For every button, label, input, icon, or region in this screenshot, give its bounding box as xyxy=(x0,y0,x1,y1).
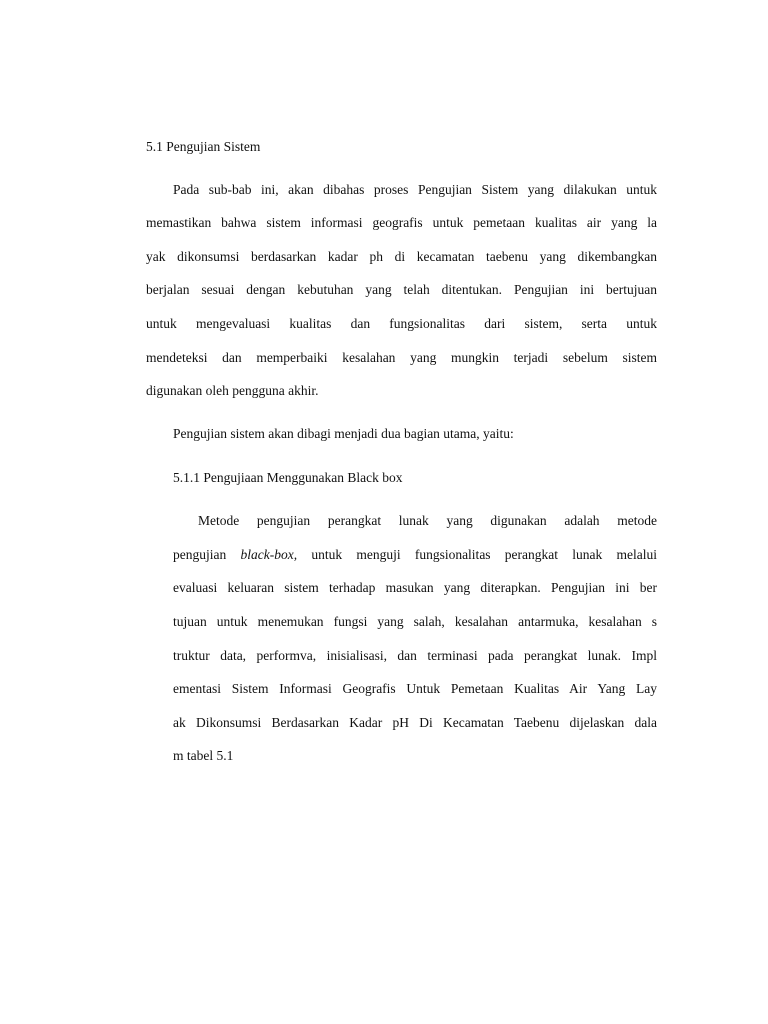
black-box-term: black-box, xyxy=(240,547,298,562)
subsection-line-2 xyxy=(173,547,657,563)
subsection-line-4: tujuan untuk menemukan fungsi yang salah, kesalahan antarmuka, kesalahan s xyxy=(173,614,657,629)
subsection-line-3: evaluasi keluaran sistem terhadap masukan yang diterapkan. Pengujian ini ber xyxy=(173,580,657,595)
subsection-line-8: m tabel 5.1 xyxy=(173,748,234,763)
subsection-line-2-end: untuk menguji fungsionalitas perangkat lunak melalui xyxy=(297,547,657,562)
paragraph-1-line-5: untuk mengevaluasi kualitas dan fungsionalitas dari sistem, serta untuk xyxy=(146,316,657,331)
subsection-line-6: ementasi Sistem Informasi Geografis Untuk Pemetaan Kualitas Air Yang Lay xyxy=(173,681,657,696)
paragraph-1-line-2: memastikan bahwa sistem informasi geografis untuk pemetaan kualitas air yang la xyxy=(146,215,657,230)
subsection-line-2-start: pengujian xyxy=(173,547,241,562)
subsection-line-1: Metode pengujian perangkat lunak yang digunakan adalah metode xyxy=(198,513,657,528)
paragraph-1-line-1: Pada sub-bab ini, akan dibahas proses Pengujian Sistem yang dilakukan untuk xyxy=(173,182,657,197)
paragraph-1-line-3: yak dikonsumsi berdasarkan kadar ph di kecamatan taebenu yang dikembangkan xyxy=(146,249,657,264)
paragraph-1-line-4: berjalan sesuai dengan kebutuhan yang telah ditentukan. Pengujian ini bertujuan xyxy=(146,282,657,297)
paragraph-2: Pengujian sistem akan dibagi menjadi dua bagian utama, yaitu: xyxy=(173,426,514,441)
subsection-line-5: truktur data, performva, inisialisasi, dan terminasi pada perangkat lunak. Impl xyxy=(173,648,657,663)
subsection-heading: 5.1.1 Pengujiaan Menggunakan Black box xyxy=(173,470,403,485)
paragraph-1-line-6: mendeteksi dan memperbaiki kesalahan yang mungkin terjadi sebelum sistem xyxy=(146,350,657,365)
section-heading: 5.1 Pengujian Sistem xyxy=(146,139,261,154)
subsection-line-7: ak Dikonsumsi Berdasarkan Kadar pH Di Kecamatan Taebenu dijelaskan dala xyxy=(173,715,657,730)
paragraph-1-line-7: digunakan oleh pengguna akhir. xyxy=(146,383,319,398)
